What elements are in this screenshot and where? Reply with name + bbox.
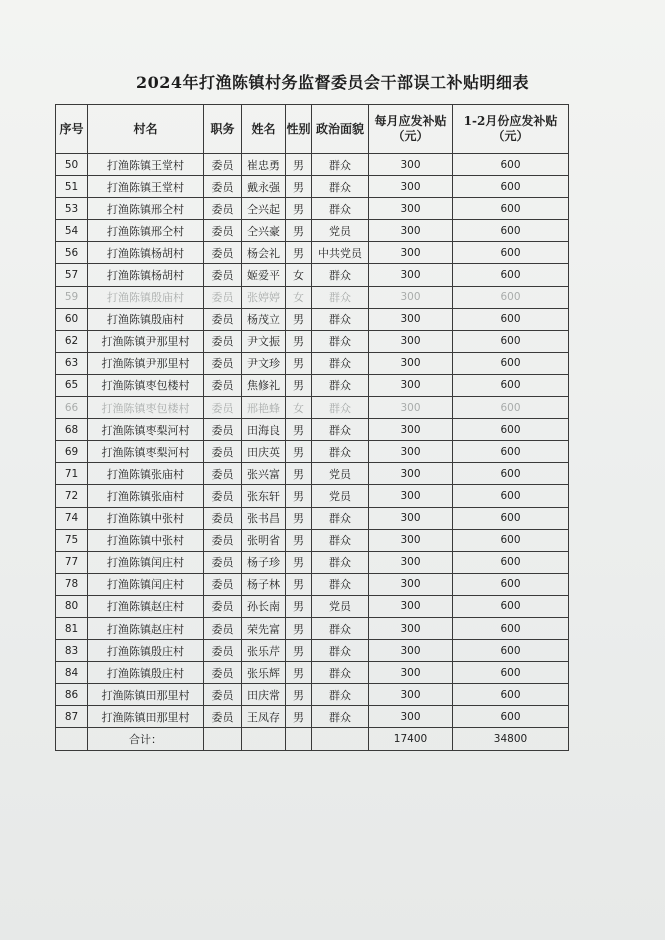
table-row: [56, 551, 569, 573]
row-sex: 男: [286, 529, 312, 551]
row-name: 张乐芹: [242, 640, 286, 662]
row-job: 委员: [204, 286, 242, 308]
row-politics: 群众: [312, 551, 369, 573]
row-sex: 男: [286, 198, 312, 220]
row-politics: 群众: [312, 507, 369, 529]
row-village: 打渔陈镇张庙村: [88, 485, 204, 507]
row-job: 委员: [204, 330, 242, 352]
row-no: 74: [56, 507, 88, 529]
row-politics: 群众: [312, 198, 369, 220]
row-name: 张明省: [242, 529, 286, 551]
row-politics: 群众: [312, 640, 369, 662]
row-name: 孙长南: [242, 595, 286, 617]
row-politics: 群众: [312, 573, 369, 595]
table-row: [56, 573, 569, 595]
row-sex: 男: [286, 551, 312, 573]
row-name: 王凤存: [242, 706, 286, 728]
row-name: 仝兴豪: [242, 220, 286, 242]
row-sex: 男: [286, 595, 312, 617]
table-row: [56, 662, 569, 684]
row-monthly: 300: [369, 684, 453, 706]
table-row: [56, 154, 569, 176]
row-sex: 男: [286, 463, 312, 485]
table-row: [56, 595, 569, 617]
row-village: 打渔陈镇枣梨河村: [88, 419, 204, 441]
row-no: 53: [56, 198, 88, 220]
row-politics: 群众: [312, 264, 369, 286]
row-total: 600: [453, 706, 569, 728]
row-name: 张乐辉: [242, 662, 286, 684]
table-row: [56, 706, 569, 728]
row-job: 委员: [204, 551, 242, 573]
row-job: 委员: [204, 176, 242, 198]
row-monthly: 300: [369, 220, 453, 242]
total-row: [56, 728, 569, 750]
total-period-sum: 34800: [453, 728, 569, 750]
row-monthly: 300: [369, 308, 453, 330]
row-sex: 男: [286, 573, 312, 595]
row-job: 委员: [204, 374, 242, 396]
table-row: [56, 308, 569, 330]
row-no: 56: [56, 242, 88, 264]
header-name: 姓名: [242, 105, 286, 154]
row-name: 张婷婷: [242, 286, 286, 308]
row-sex: 男: [286, 684, 312, 706]
row-no: 87: [56, 706, 88, 728]
row-sex: 男: [286, 507, 312, 529]
row-total: 600: [453, 662, 569, 684]
row-politics: 党员: [312, 595, 369, 617]
row-no: 65: [56, 374, 88, 396]
total-label: 合计：: [88, 728, 204, 750]
row-politics: 群众: [312, 154, 369, 176]
row-village: 打渔陈镇杨胡村: [88, 264, 204, 286]
row-job: 委员: [204, 529, 242, 551]
row-no: 50: [56, 154, 88, 176]
row-total: 600: [453, 684, 569, 706]
table-row: [56, 242, 569, 264]
row-job: 委员: [204, 198, 242, 220]
row-total: 600: [453, 441, 569, 463]
row-monthly: 300: [369, 419, 453, 441]
row-total: 600: [453, 485, 569, 507]
row-politics: 群众: [312, 330, 369, 352]
row-total: 600: [453, 529, 569, 551]
table-row: [56, 286, 569, 308]
row-name: 邢艳蜂: [242, 397, 286, 419]
row-job: 委员: [204, 595, 242, 617]
row-total: 600: [453, 176, 569, 198]
row-total: 600: [453, 242, 569, 264]
row-name: 张东轩: [242, 485, 286, 507]
row-total: 600: [453, 352, 569, 374]
row-sex: 男: [286, 419, 312, 441]
row-no: 78: [56, 573, 88, 595]
row-politics: 群众: [312, 286, 369, 308]
row-sex: 女: [286, 286, 312, 308]
row-total: 600: [453, 551, 569, 573]
row-sex: 男: [286, 154, 312, 176]
table-body: [56, 154, 569, 728]
row-sex: 男: [286, 617, 312, 639]
row-village: 打渔陈镇张庙村: [88, 463, 204, 485]
row-village: 打渔陈镇赵庄村: [88, 595, 204, 617]
row-total: 600: [453, 397, 569, 419]
table-row: [56, 176, 569, 198]
table-row: [56, 529, 569, 551]
row-name: 张书昌: [242, 507, 286, 529]
row-monthly: 300: [369, 330, 453, 352]
row-total: 600: [453, 308, 569, 330]
total-row-blank: [312, 728, 369, 750]
total-row-blank: [286, 728, 312, 750]
row-job: 委员: [204, 617, 242, 639]
row-name: 崔忠勇: [242, 154, 286, 176]
row-job: 委员: [204, 308, 242, 330]
table-row: [56, 198, 569, 220]
row-name: 尹文振: [242, 330, 286, 352]
row-politics: 党员: [312, 463, 369, 485]
row-job: 委员: [204, 441, 242, 463]
document-title: 2024年打渔陈镇村务监督委员会干部误工补贴明细表: [135, 73, 530, 92]
row-job: 委员: [204, 507, 242, 529]
row-sex: 男: [286, 308, 312, 330]
row-total: 600: [453, 595, 569, 617]
row-politics: 群众: [312, 176, 369, 198]
header-village: 村名: [88, 105, 204, 154]
row-job: 委员: [204, 573, 242, 595]
row-sex: 男: [286, 220, 312, 242]
row-monthly: 300: [369, 485, 453, 507]
header-monthly: [369, 105, 453, 154]
header-no: 序号: [56, 105, 88, 154]
row-village: 打渔陈镇中张村: [88, 529, 204, 551]
row-name: 田海良: [242, 419, 286, 441]
row-total: 600: [453, 463, 569, 485]
header-sex: 性别: [286, 105, 312, 154]
row-no: 83: [56, 640, 88, 662]
row-no: 68: [56, 419, 88, 441]
row-village: 打渔陈镇殷庙村: [88, 308, 204, 330]
row-village: 打渔陈镇殷庄村: [88, 662, 204, 684]
table-row: [56, 264, 569, 286]
row-village: 打渔陈镇邢仝村: [88, 220, 204, 242]
row-village: 打渔陈镇王堂村: [88, 176, 204, 198]
row-name: 杨茂立: [242, 308, 286, 330]
row-total: 600: [453, 419, 569, 441]
table-row: [56, 684, 569, 706]
row-total: 600: [453, 374, 569, 396]
row-no: 75: [56, 529, 88, 551]
row-monthly: 300: [369, 397, 453, 419]
row-job: 委员: [204, 154, 242, 176]
row-total: 600: [453, 507, 569, 529]
row-politics: 群众: [312, 617, 369, 639]
row-monthly: 300: [369, 441, 453, 463]
row-total: 600: [453, 198, 569, 220]
row-village: 打渔陈镇枣梨河村: [88, 441, 204, 463]
row-name: 荣先富: [242, 617, 286, 639]
row-politics: 群众: [312, 419, 369, 441]
table-row: [56, 507, 569, 529]
table-row: [56, 617, 569, 639]
row-name: 尹文珍: [242, 352, 286, 374]
row-monthly: 300: [369, 617, 453, 639]
row-job: 委员: [204, 242, 242, 264]
row-politics: 群众: [312, 352, 369, 374]
row-no: 60: [56, 308, 88, 330]
header-monthly-line1: 每月应发补贴: [374, 114, 447, 128]
table-row: [56, 374, 569, 396]
row-sex: 男: [286, 485, 312, 507]
row-village: 打渔陈镇尹那里村: [88, 330, 204, 352]
table-row: [56, 441, 569, 463]
row-total: 600: [453, 330, 569, 352]
row-job: 委员: [204, 706, 242, 728]
row-no: 62: [56, 330, 88, 352]
row-village: 打渔陈镇田那里村: [88, 684, 204, 706]
row-politics: 中共党员: [312, 242, 369, 264]
row-politics: 群众: [312, 441, 369, 463]
row-no: 51: [56, 176, 88, 198]
row-village: 打渔陈镇赵庄村: [88, 617, 204, 639]
row-village: 打渔陈镇殷庙村: [88, 286, 204, 308]
table-header-row: [56, 105, 569, 154]
row-job: 委员: [204, 640, 242, 662]
row-total: 600: [453, 286, 569, 308]
subsidy-table: [55, 104, 569, 751]
row-monthly: 300: [369, 595, 453, 617]
row-no: 57: [56, 264, 88, 286]
row-job: 委员: [204, 662, 242, 684]
row-monthly: 300: [369, 551, 453, 573]
row-politics: 党员: [312, 485, 369, 507]
row-no: 54: [56, 220, 88, 242]
row-job: 委员: [204, 684, 242, 706]
row-no: 77: [56, 551, 88, 573]
row-name: 杨会礼: [242, 242, 286, 264]
row-no: 66: [56, 397, 88, 419]
row-job: 委员: [204, 352, 242, 374]
row-total: 600: [453, 617, 569, 639]
row-total: 600: [453, 220, 569, 242]
row-job: 委员: [204, 264, 242, 286]
row-village: 打渔陈镇王堂村: [88, 154, 204, 176]
row-village: 打渔陈镇殷庄村: [88, 640, 204, 662]
row-monthly: 300: [369, 662, 453, 684]
row-monthly: 300: [369, 242, 453, 264]
row-village: 打渔陈镇杨胡村: [88, 242, 204, 264]
header-total-line1: 1-2月份应发补贴: [463, 114, 558, 128]
row-monthly: 300: [369, 573, 453, 595]
row-job: 委员: [204, 419, 242, 441]
row-politics: 群众: [312, 308, 369, 330]
row-monthly: 300: [369, 507, 453, 529]
row-no: 84: [56, 662, 88, 684]
row-village: 打渔陈镇枣包楼村: [88, 397, 204, 419]
row-sex: 女: [286, 397, 312, 419]
row-politics: 群众: [312, 529, 369, 551]
table-row: [56, 220, 569, 242]
row-village: 打渔陈镇邢仝村: [88, 198, 204, 220]
total-monthly-sum: 17400: [369, 728, 453, 750]
row-name: 焦修礼: [242, 374, 286, 396]
row-name: 杨子珍: [242, 551, 286, 573]
header-job: 职务: [204, 105, 242, 154]
table-row: [56, 485, 569, 507]
row-sex: 女: [286, 264, 312, 286]
row-name: 戴永强: [242, 176, 286, 198]
row-no: 86: [56, 684, 88, 706]
row-job: 委员: [204, 485, 242, 507]
table-row: [56, 640, 569, 662]
header-politics: 政治面貌: [312, 105, 369, 154]
row-total: 600: [453, 640, 569, 662]
row-no: 71: [56, 463, 88, 485]
total-row-blank: [56, 728, 88, 750]
row-monthly: 300: [369, 463, 453, 485]
header-total-line2: （元）: [492, 129, 529, 143]
row-sex: 男: [286, 176, 312, 198]
row-monthly: 300: [369, 706, 453, 728]
table-row: [56, 330, 569, 352]
row-monthly: 300: [369, 352, 453, 374]
row-village: 打渔陈镇闰庄村: [88, 551, 204, 573]
row-sex: 男: [286, 242, 312, 264]
table-row: [56, 352, 569, 374]
header-total: [453, 105, 569, 154]
row-job: 委员: [204, 220, 242, 242]
row-politics: 群众: [312, 397, 369, 419]
row-village: 打渔陈镇中张村: [88, 507, 204, 529]
row-no: 72: [56, 485, 88, 507]
row-village: 打渔陈镇闰庄村: [88, 573, 204, 595]
row-name: 仝兴起: [242, 198, 286, 220]
row-job: 委员: [204, 397, 242, 419]
row-total: 600: [453, 573, 569, 595]
total-row-blank: [204, 728, 242, 750]
row-job: 委员: [204, 463, 242, 485]
row-monthly: 300: [369, 198, 453, 220]
row-politics: 党员: [312, 220, 369, 242]
row-monthly: 300: [369, 176, 453, 198]
row-sex: 男: [286, 330, 312, 352]
row-no: 59: [56, 286, 88, 308]
row-no: 81: [56, 617, 88, 639]
row-sex: 男: [286, 706, 312, 728]
row-monthly: 300: [369, 286, 453, 308]
table-row: [56, 463, 569, 485]
row-name: 田庆英: [242, 441, 286, 463]
row-monthly: 300: [369, 264, 453, 286]
row-name: 张兴富: [242, 463, 286, 485]
row-no: 63: [56, 352, 88, 374]
row-name: 杨子林: [242, 573, 286, 595]
row-monthly: 300: [369, 640, 453, 662]
row-name: 姬爱平: [242, 264, 286, 286]
row-monthly: 300: [369, 529, 453, 551]
row-village: 打渔陈镇枣包楼村: [88, 374, 204, 396]
row-no: 69: [56, 441, 88, 463]
row-name: 田庆常: [242, 684, 286, 706]
row-politics: 群众: [312, 374, 369, 396]
total-row-blank: [242, 728, 286, 750]
row-politics: 群众: [312, 684, 369, 706]
row-politics: 群众: [312, 706, 369, 728]
row-village: 打渔陈镇尹那里村: [88, 352, 204, 374]
row-sex: 男: [286, 374, 312, 396]
row-total: 600: [453, 154, 569, 176]
row-no: 80: [56, 595, 88, 617]
row-politics: 群众: [312, 662, 369, 684]
row-monthly: 300: [369, 154, 453, 176]
table-row: [56, 397, 569, 419]
row-total: 600: [453, 264, 569, 286]
row-sex: 男: [286, 662, 312, 684]
row-sex: 男: [286, 352, 312, 374]
row-sex: 男: [286, 441, 312, 463]
header-monthly-line2: （元）: [392, 129, 429, 143]
row-sex: 男: [286, 640, 312, 662]
row-village: 打渔陈镇田那里村: [88, 706, 204, 728]
table-row: [56, 419, 569, 441]
row-monthly: 300: [369, 374, 453, 396]
